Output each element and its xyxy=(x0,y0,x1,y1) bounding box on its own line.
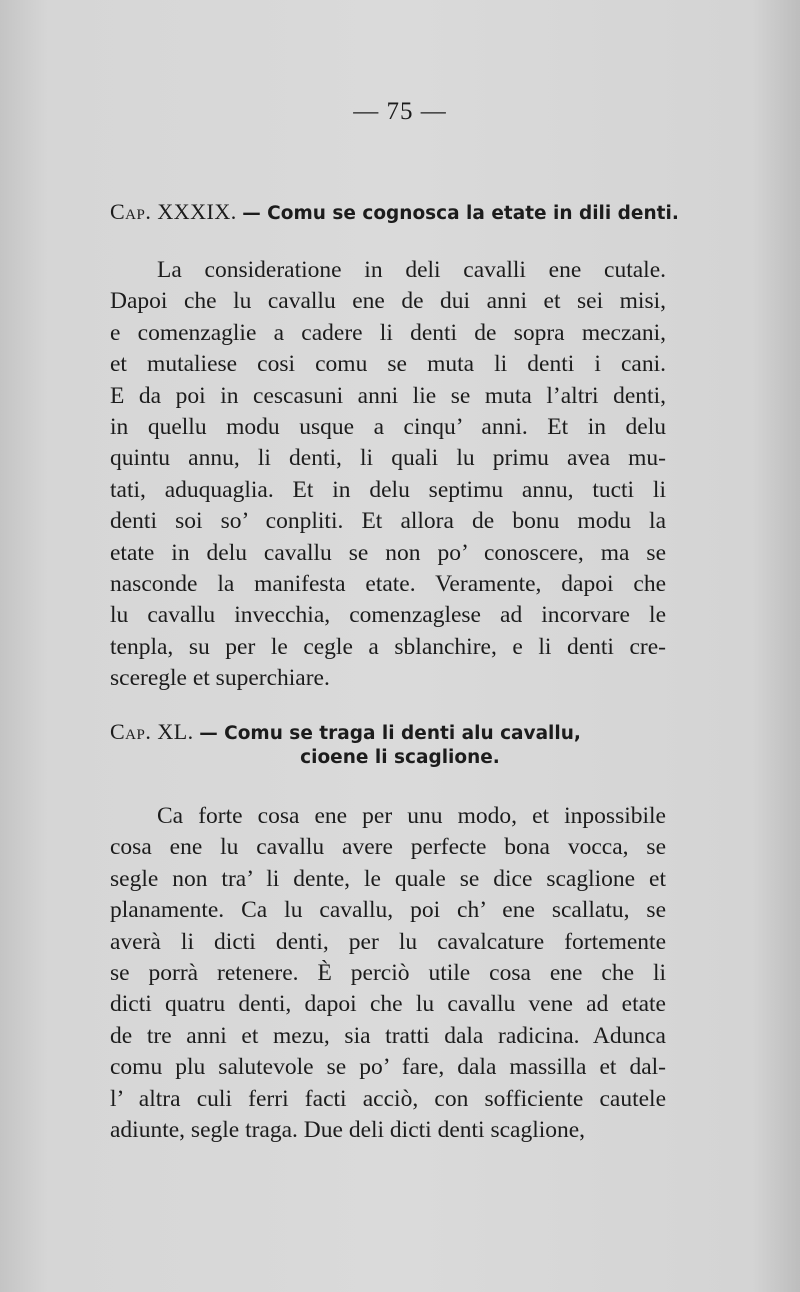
text-line: lu cavallu invecchia, comenzaglese ad incorvare le xyxy=(110,602,666,629)
chapter-39-heading xyxy=(110,198,679,228)
text-line: etate in delu cavallu se non po’ conoscere, ma se xyxy=(110,539,666,566)
text-line: tati, aduquaglia. Et in delu septimu annu, tucti li xyxy=(110,476,666,503)
text-line: in quellu modu usque a cinqu’ anni. Et in delu xyxy=(110,413,666,440)
text-line: sceregle et superchiare. xyxy=(110,665,330,692)
text-line: adiunte, segle traga. Due deli dicti denti scaglione, xyxy=(110,1116,586,1143)
chapter-40-label: Cap. XL. xyxy=(110,719,194,744)
text-line: se porrà retenere. È perciò utile cosa ene che li xyxy=(110,959,666,986)
text-line: averà li dicti denti, per lu cavalcature fortemente xyxy=(110,928,666,955)
text-line: planamente. Ca lu cavallu, poi ch’ ene scallatu, se xyxy=(110,897,666,924)
text-line: E da poi in cescasuni anni lie se muta l’altri denti, xyxy=(110,382,666,409)
text-line: Ca forte cosa ene per unu modo, et inpossibile xyxy=(157,803,666,829)
text-line: tenpla, su per le cegle a sblanchire, e li denti cre- xyxy=(110,633,666,660)
text-line: comu plu salutevole se po’ fare, dala massilla et dal- xyxy=(110,1054,666,1081)
chapter-40-paragraph xyxy=(110,801,666,1146)
text-line: e comenzaglie a cadere li denti de sopra meczani, xyxy=(110,319,666,346)
chapter-40-title-continued: cioene li scaglione. xyxy=(300,747,500,768)
text-line: nasconde la manifesta etate. Veramente, dapoi che xyxy=(110,570,666,597)
text-line: l’ altra culi ferri facti acciò, con sofficiente cautele xyxy=(110,1085,666,1112)
text-line: Dapoi che lu cavallu ene de dui anni et sei misi, xyxy=(110,288,666,315)
chapter-39-label: Cap. XXXIX. xyxy=(110,199,237,224)
text-line: dicti quatru denti, dapoi che lu cavallu vene ad etate xyxy=(110,991,666,1018)
page-number: — 75 — xyxy=(353,98,447,125)
text-line: cosa ene lu cavallu avere perfecte bona vocca, se xyxy=(110,834,666,861)
chapter-39-title: — Comu se cognosca la etate in dili denti. xyxy=(242,203,679,224)
text-line: segle non tra’ li dente, le quale se dice scaglione et xyxy=(110,865,666,892)
chapter-39-paragraph xyxy=(110,255,666,694)
text-line: denti soi so’ conpliti. Et allora de bonu modu la xyxy=(110,508,666,535)
text-line: et mutaliese cosi comu se muta li denti i cani. xyxy=(110,351,666,378)
text-line: La consideratione in deli cavalli ene cutale. xyxy=(157,257,666,283)
text-line: de tre anni et mezu, sia tratti dala radicina. Adunca xyxy=(110,1022,666,1049)
chapter-40-title: — Comu se traga li denti alu cavallu, xyxy=(199,723,581,744)
text-line: quintu annu, li denti, li quali lu primu avea mu- xyxy=(110,445,666,472)
